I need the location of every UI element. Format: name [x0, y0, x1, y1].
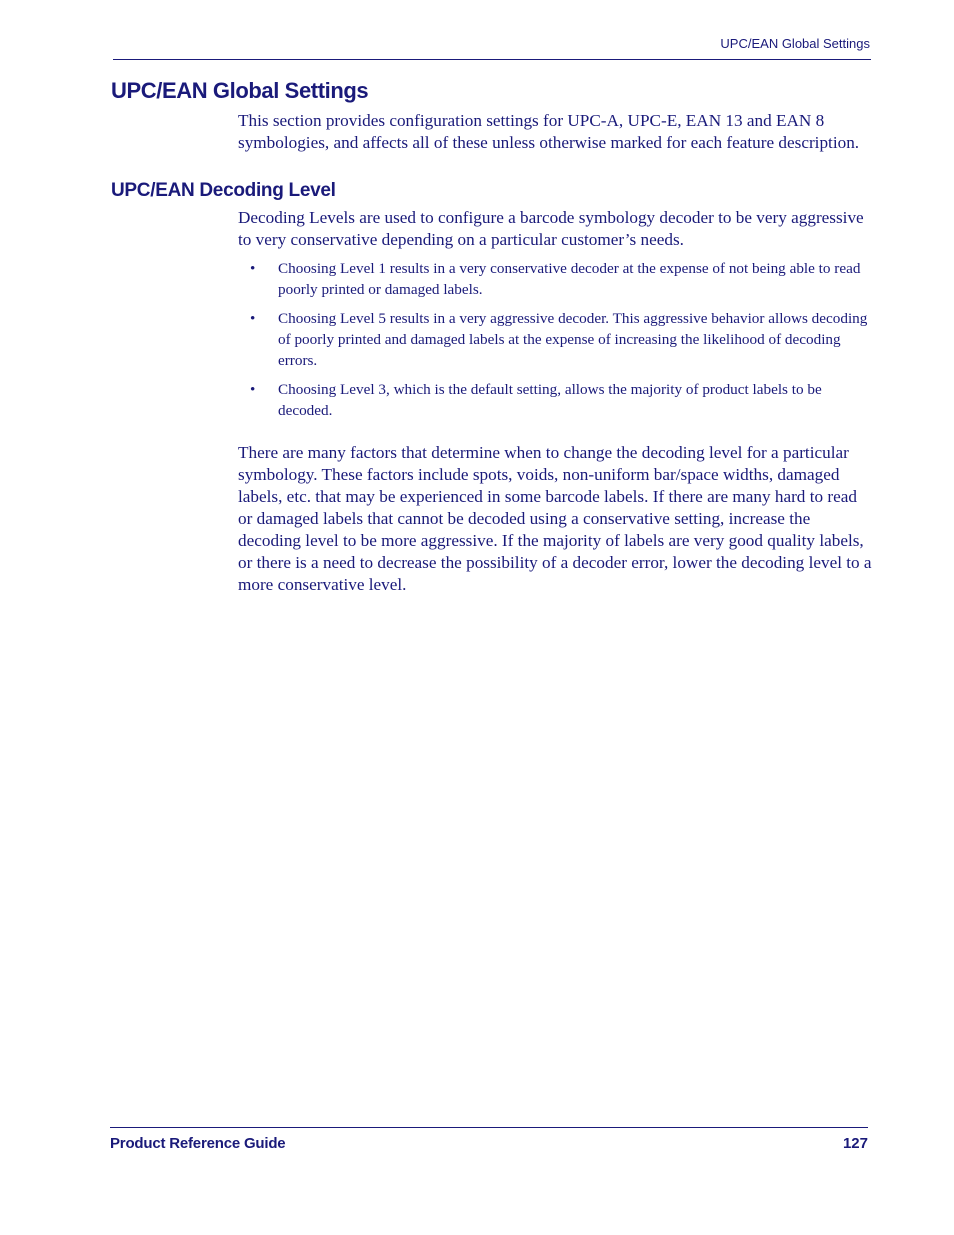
section-intro-paragraph: This section provides configuration settings for UPC-A, UPC-E, EAN 13 and EAN 8 symbologies, and affects all of these unless otherwise marked for each feature description. [238, 111, 860, 152]
bullet-icon: • [250, 260, 256, 277]
bullet-icon: • [250, 310, 256, 327]
list-item [238, 258, 872, 300]
list-item-text: Choosing Level 5 results in a very aggressive decoder. This aggressive behavior allows decoding of poorly printed and damaged labels at the expense of increasing the likelihood of decoding errors. [278, 310, 868, 369]
decoding-level-bullet-list [238, 258, 872, 429]
list-item [238, 379, 872, 421]
subsection-title: UPC/EAN Decoding Level [111, 180, 336, 201]
footer-guide-title: Product Reference Guide [110, 1135, 286, 1152]
list-item [238, 308, 872, 371]
decoding-level-intro-paragraph: Decoding Levels are used to configure a barcode symbology decoder to be very aggressive to very conservative depending on a particular customer’s needs. [238, 208, 864, 249]
decoding-factors-paragraph: There are many factors that determine when to change the decoding level for a particular symbology. These factors include spots, voids, non-uniform bar/space widths, damaged labels, etc. that may be experienced in some barcode labels. If there are many hard to read or damaged labels that cannot be decoded using a conservative setting, increase the decoding level to be more aggressive. If the majority of labels are very good quality labels, or there is a need to decrease the possibility of a decoder error, lower the decoding level to a more conservative level. [238, 443, 872, 594]
list-item-text: Choosing Level 3, which is the default setting, allows the majority of product labels to be decoded. [278, 381, 822, 419]
footer-rule [110, 1127, 868, 1128]
bullet-icon: • [250, 381, 256, 398]
running-header: UPC/EAN Global Settings [720, 36, 870, 51]
page-number: 127 [842, 1135, 868, 1152]
header-rule [113, 59, 871, 60]
section-title: UPC/EAN Global Settings [111, 78, 369, 103]
list-item-text: Choosing Level 1 results in a very conservative decoder at the expense of not being able to read poorly printed or damaged labels. [278, 260, 861, 298]
